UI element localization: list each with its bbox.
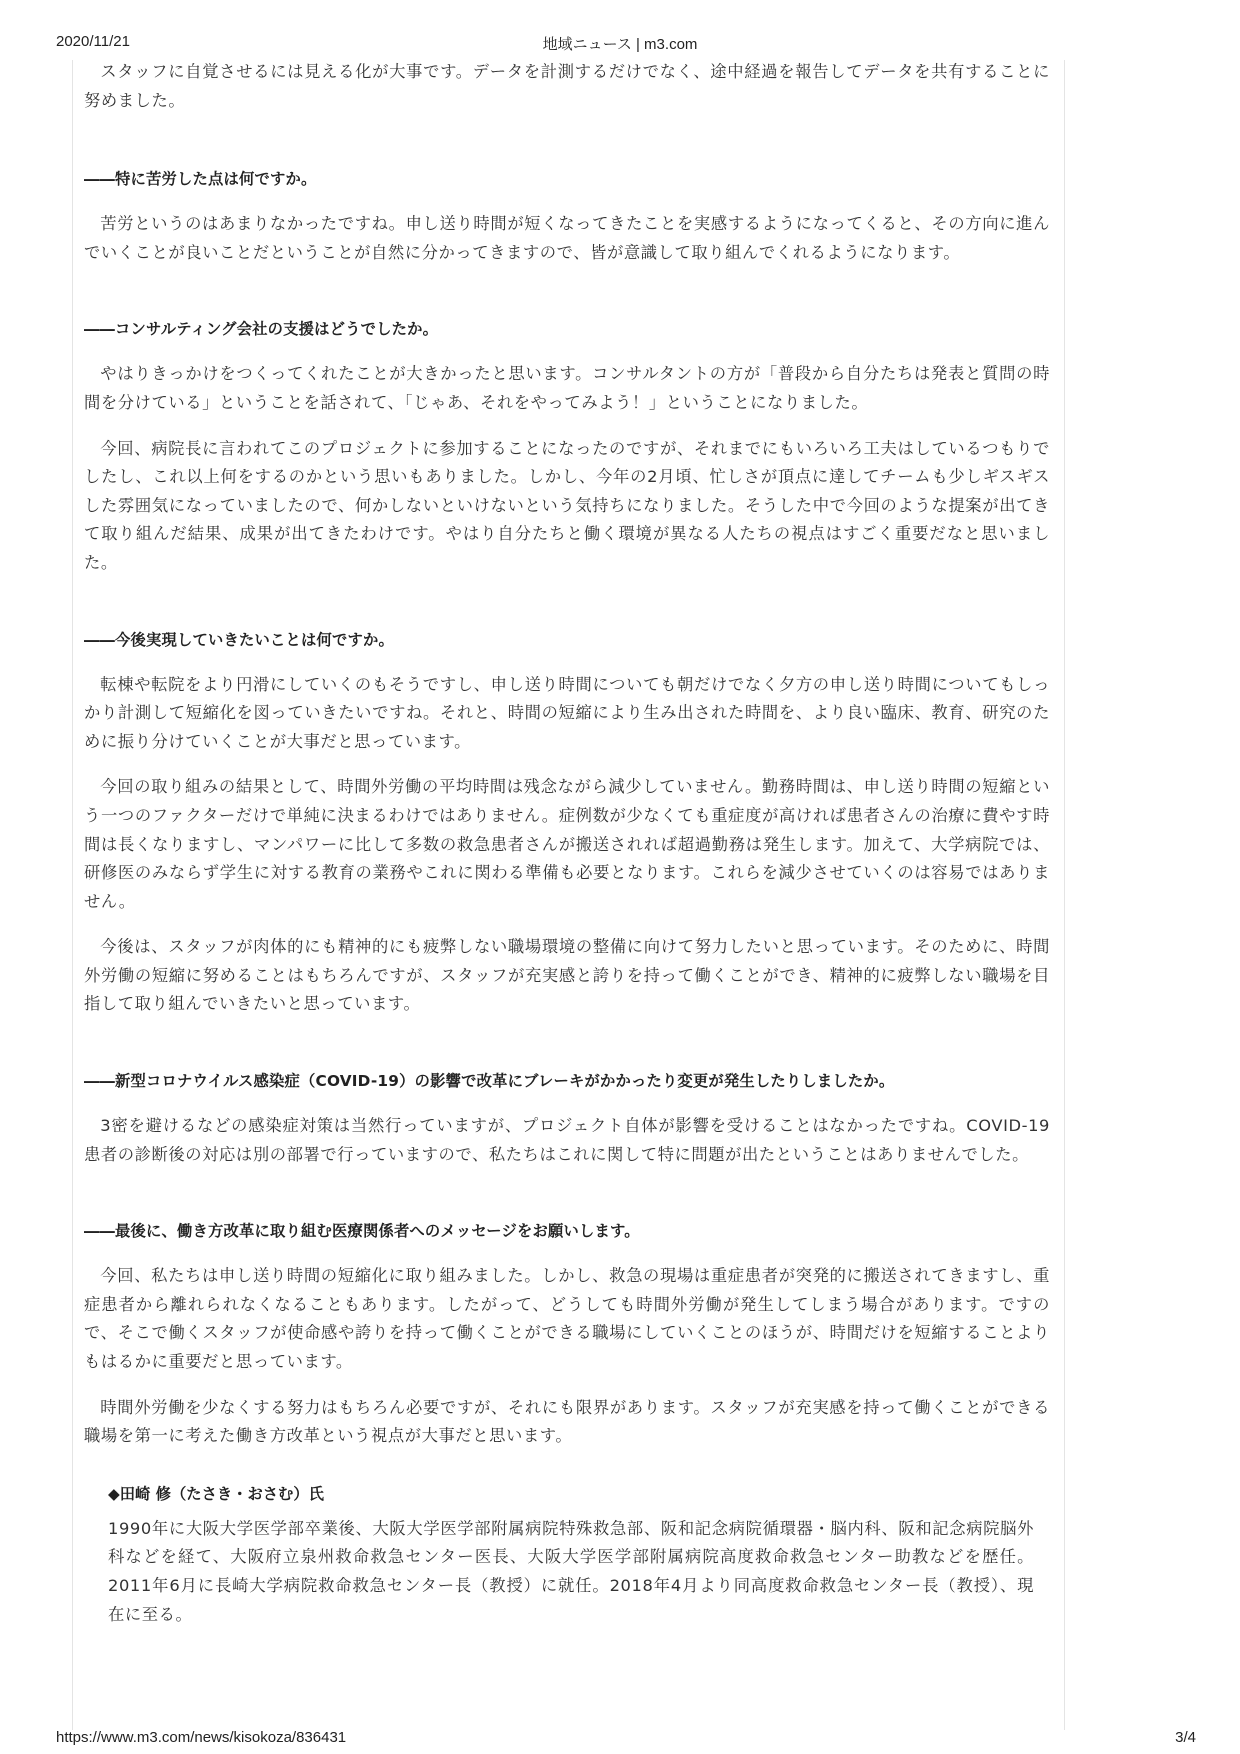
question-heading: ――新型コロナウイルス感染症（COVID-19）の影響で改革にブレーキがかかったり変更が発生したりしましたか。 xyxy=(84,1072,895,1091)
author-profile xyxy=(108,1481,1034,1629)
question-heading: ――コンサルティング会社の支援はどうでしたか。 xyxy=(84,320,439,339)
question-heading: ――今後実現していきたいことは何ですか。 xyxy=(84,630,394,649)
answer-paragraph: やはりきっかけをつくってくれたことが大きかったと思います。コンサルタントの方が「普段から自分たちは発表と質問の時間を分けている」ということを話されて、「じゃあ、それをやってみよう！」ということになりました。 xyxy=(84,364,1050,412)
print-url: https://www.m3.com/news/kisokoza/836431 xyxy=(56,1729,347,1746)
print-header xyxy=(0,33,1240,57)
profile-name: ◆田崎 修（たさき・おさむ）氏 xyxy=(108,1484,324,1503)
answer-paragraph: 時間外労働を少なくする努力はもちろん必要ですが、それにも限界があります。スタッフが充実感を持って働くことができる職場を第一に考えた働き方改革という視点が大事だと思います。 xyxy=(84,1397,1050,1446)
answer-paragraph: 転棟や転院をより円滑にしていくのもそうですし、申し送り時間についても朝だけでなく夕方の申し送り時間についてもしっかり計測して短縮化を図っていきたいですね。それと、時間の短縮により生み出された時間を、より良い臨床、教育、研究のために振り分けていくことが大事だと思っています。 xyxy=(84,674,1050,751)
print-date: 2020/11/21 xyxy=(56,33,130,50)
answer-paragraph: 今回の取り組みの結果として、時間外労働の平均時間は残念ながら減少していません。勤務時間は、申し送り時間の短縮という一つのファクターだけで単純に決まるわけではありません。症例数が少なくても重症度が高ければ患者さんの治療に費やす時間は長くなりますし、マンパワーに比して多数の救急患者さんが搬送されれば超過勤務は発生します。加えて、大学病院では、研修医のみならず学生に対する教育の業務やこれに関わる準備も必要となります。これらを減少させていくのは容易ではありません。 xyxy=(84,777,1050,911)
answer-paragraph: 今回、病院長に言われてこのプロジェクトに参加することになったのですが、それまでにもいろいろ工夫はしているつもりでしたし、これ以上何をするのかという思いもありました。しかし、今年の2月頃、忙しさが頂点に達してチームも少しギスギスした雰囲気になっていましたので、何かしないといけないという気持ちになりました。そうした中で今回のような提案が出てきて取り組んだ結果、成果が出てきたわけです。やはり自分たちと働く環境が異なる人たちの視点はすごく重要だなと思いました。 xyxy=(84,438,1050,572)
question-heading: ――最後に、働き方改革に取り組む医療関係者へのメッセージをお願いします。 xyxy=(84,1222,640,1241)
content-border-left xyxy=(72,60,73,1730)
answer-paragraph: 苦労というのはあまりなかったですね。申し送り時間が短くなってきたことを実感するようになってくると、その方向に進んでいくことが良いことだということが自然に分かってきますので、皆が意識して取り組んでくれるようになります。 xyxy=(84,214,1050,262)
profile-bio: 1990年に大阪大学医学部卒業後、大阪大学医学部附属病院特殊救急部、阪和記念病院循環器・脳内科、阪和記念病院脳外科などを経て、大阪府立泉州救命救急センター医長、大阪大学医学部附属病院高度救命救急センター助教などを歴任。2011年6月に長崎大学病院救命救急センター長（教授）に就任。2018年4月より同高度救命救急センター長（教授）、現在に至る。 xyxy=(108,1518,1034,1624)
content-border-right xyxy=(1064,60,1065,1730)
answer-paragraph: 今後は、スタッフが肉体的にも精神的にも疲弊しない職場環境の整備に向けて努力したいと思っています。そのために、時間外労働の短縮に努めることはもちろんですが、スタッフが充実感と誇りを持って働くことができ、精神的に疲弊しない職場を目指して取り組んでいきたいと思っています。 xyxy=(84,937,1050,1014)
question-heading: ――特に苦労した点は何ですか。 xyxy=(84,170,317,189)
answer-paragraph: スタッフに自覚させるには見える化が大事です。データを計測するだけでなく、途中経過を報告してデータを共有することに努めました。 xyxy=(84,62,1050,110)
article-body xyxy=(84,58,1050,1629)
print-page-title: 地域ニュース | m3.com xyxy=(542,36,698,53)
print-footer xyxy=(0,1729,1240,1753)
answer-paragraph: 3密を避けるなどの感染症対策は当然行っていますが、プロジェクト自体が影響を受けることはなかったですね。COVID-19患者の診断後の対応は別の部署で行っていますので、私たちはこれに関して特に問題が出たということはありませんでした。 xyxy=(84,1116,1050,1164)
answer-paragraph: 今回、私たちは申し送り時間の短縮化に取り組みました。しかし、救急の現場は重症患者が突発的に搬送されてきますし、重症患者から離れられなくなることもあります。したがって、どうしても時間外労働が発生してしまう場合があります。ですので、そこで働くスタッフが使命感や誇りを持って働くことができる職場にしていくことのほうが、時間だけを短縮することよりもはるかに重要だと思っています。 xyxy=(84,1266,1050,1372)
page-number: 3/4 xyxy=(1175,1729,1196,1746)
